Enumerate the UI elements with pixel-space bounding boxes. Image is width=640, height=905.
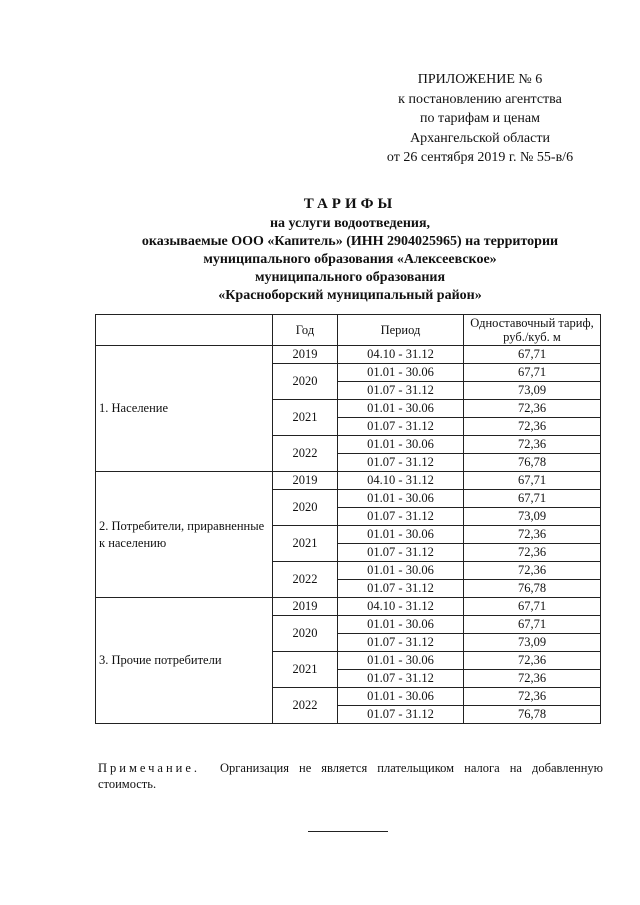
appendix-line-4: Архангельской области: [410, 130, 550, 146]
tariff-cell: 76,78: [464, 580, 601, 598]
tariff-cell: 72,36: [464, 436, 601, 454]
consumer-category: 1. Население: [96, 346, 273, 472]
period-cell: 01.01 - 30.06: [338, 364, 464, 382]
heading-line-4: муниципального образования: [254, 270, 446, 285]
period-cell: 01.07 - 31.12: [338, 706, 464, 724]
tariff-cell: 72,36: [464, 688, 601, 706]
year-cell: 2021: [273, 652, 338, 688]
period-cell: 01.07 - 31.12: [338, 382, 464, 400]
tariff-cell: 72,36: [464, 400, 601, 418]
period-cell: 01.07 - 31.12: [338, 580, 464, 598]
tariff-cell: 67,71: [464, 346, 601, 364]
period-cell: 01.01 - 30.06: [338, 562, 464, 580]
header-tariff: Одноставочный тариф, руб./куб. м: [464, 315, 601, 346]
consumer-category: 3. Прочие потребители: [96, 598, 273, 724]
year-cell: 2022: [273, 436, 338, 472]
tariff-cell: 67,71: [464, 598, 601, 616]
year-cell: 2019: [273, 346, 338, 364]
note-label: Примечание.: [98, 761, 201, 775]
tariff-cell: 72,36: [464, 418, 601, 436]
closing-line: [308, 831, 388, 832]
tariff-cell: 76,78: [464, 706, 601, 724]
tariff-cell: 72,36: [464, 562, 601, 580]
year-cell: 2021: [273, 526, 338, 562]
year-cell: 2022: [273, 562, 338, 598]
year-cell: 2019: [273, 472, 338, 490]
appendix-line-3: по тарифам и ценам: [420, 111, 540, 126]
tariff-cell: 67,71: [464, 364, 601, 382]
period-cell: 01.01 - 30.06: [338, 526, 464, 544]
period-cell: 01.01 - 30.06: [338, 688, 464, 706]
header-period: Период: [338, 315, 464, 346]
tariff-cell: 73,09: [464, 508, 601, 526]
note-text: Организация не является плательщиком налога на добавленную стоимость.: [98, 761, 603, 791]
period-cell: 01.01 - 30.06: [338, 616, 464, 634]
year-cell: 2020: [273, 490, 338, 526]
period-cell: 01.07 - 31.12: [338, 418, 464, 436]
tariff-cell: 76,78: [464, 454, 601, 472]
heading-line-3: муниципального образования «Алексеевское»: [203, 252, 497, 267]
note-block: [98, 760, 603, 792]
header-year: Год: [273, 315, 338, 346]
tariff-table: [95, 314, 601, 724]
tariff-cell: 67,71: [464, 616, 601, 634]
tariff-cell: 73,09: [464, 382, 601, 400]
appendix-block: [330, 70, 630, 168]
header-consumer: [96, 315, 273, 346]
heading-line-2: оказываемые ООО «Капитель» (ИНН 2904025965) на территории: [141, 234, 559, 249]
period-cell: 01.01 - 30.06: [338, 652, 464, 670]
period-cell: 01.07 - 31.12: [338, 508, 464, 526]
table-row: [96, 598, 601, 616]
document-heading: [40, 195, 640, 305]
period-cell: 01.07 - 31.12: [338, 670, 464, 688]
tariff-cell: 72,36: [464, 652, 601, 670]
year-cell: 2022: [273, 688, 338, 724]
tariff-cell: 72,36: [464, 544, 601, 562]
heading-line-5: «Красноборский муниципальный район»: [218, 288, 482, 303]
tariff-cell: 67,71: [464, 490, 601, 508]
period-cell: 04.10 - 31.12: [338, 472, 464, 490]
appendix-line-2: к постановлению агентства: [398, 91, 562, 107]
period-cell: 01.01 - 30.06: [338, 400, 464, 418]
tariff-cell: 72,36: [464, 526, 601, 544]
consumer-category: 2. Потребители, приравненные к населению: [96, 472, 273, 598]
year-cell: 2020: [273, 364, 338, 400]
period-cell: 01.07 - 31.12: [338, 634, 464, 652]
table-body: [96, 346, 601, 724]
tariff-cell: 67,71: [464, 472, 601, 490]
heading-line-1: на услуги водоотведения,: [269, 216, 431, 231]
period-cell: 01.07 - 31.12: [338, 454, 464, 472]
table-row: [96, 472, 601, 490]
year-cell: 2021: [273, 400, 338, 436]
table-row: [96, 346, 601, 364]
note-text-wrapper: [98, 760, 603, 792]
period-cell: 04.10 - 31.12: [338, 346, 464, 364]
year-cell: 2020: [273, 616, 338, 652]
tariff-cell: 72,36: [464, 670, 601, 688]
year-cell: 2019: [273, 598, 338, 616]
table-header-row: [96, 315, 601, 346]
period-cell: 01.01 - 30.06: [338, 490, 464, 508]
period-cell: 01.01 - 30.06: [338, 436, 464, 454]
period-cell: 04.10 - 31.12: [338, 598, 464, 616]
appendix-date: от 26 сентября 2019 г. № 55-в/6: [386, 150, 574, 165]
appendix-number: ПРИЛОЖЕНИЕ № 6: [417, 72, 543, 87]
period-cell: 01.07 - 31.12: [338, 544, 464, 562]
tariff-cell: 73,09: [464, 634, 601, 652]
document-title: ТАРИФЫ: [303, 196, 397, 212]
